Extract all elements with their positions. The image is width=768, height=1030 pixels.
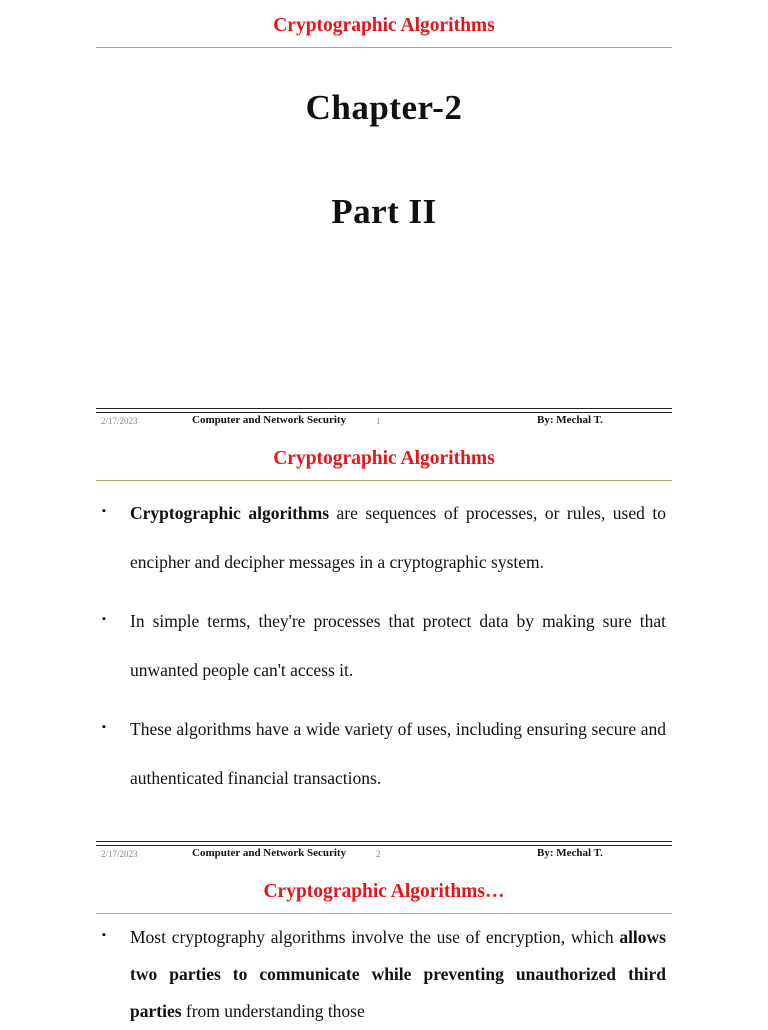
chapter-title: Chapter-2 [305,88,463,127]
bullet-paragraph [130,919,666,1030]
bold-term: Cryptographic algorithms [130,503,330,523]
bullet-icon: ▪ [102,505,106,517]
footer-rule [96,841,672,846]
paragraph-text: are sequences of processes, or rules, used to encipher and decipher messages in a cryptographic system. [130,503,666,572]
bold-phrase: allows two parties to communicate while preventing unauthorized third parties [130,927,666,1021]
bullet-paragraph: These algorithms have a wide variety of uses, including ensuring secure and authenticated financial transactions. [130,719,666,788]
footer-date: 2/17/2023 [101,849,138,859]
footer-page-number: 2 [376,849,381,859]
part-title: Part II [331,192,437,231]
slide2-header: Cryptographic Algorithms [273,448,495,469]
bullet-icon: ▪ [102,929,106,941]
slide3-header: Cryptographic Algorithms… [263,881,505,902]
paragraph-text: Most cryptography algorithms involve the use of encryption, which [130,927,620,947]
slide1-header: Cryptographic Algorithms [273,15,495,36]
header-rule [96,913,672,914]
footer-course: Computer and Network Security [192,414,347,426]
footer-rule [96,408,672,413]
bullet-paragraph: In simple terms, they're processes that protect data by making sure that unwanted people can't access it. [130,611,666,680]
footer-author: By: Mechal T. [537,414,603,426]
footer-date: 2/17/2023 [101,416,138,426]
footer-course: Computer and Network Security [192,847,347,859]
paragraph-text: from understanding those [181,1001,365,1021]
bullet-icon: ▪ [102,613,106,625]
bullet-icon: ▪ [102,721,106,733]
header-rule [96,47,672,48]
footer-author: By: Mechal T. [537,847,603,859]
header-rule [96,480,672,481]
bullet-paragraph [130,489,666,587]
footer-page-number: 1 [376,416,381,426]
